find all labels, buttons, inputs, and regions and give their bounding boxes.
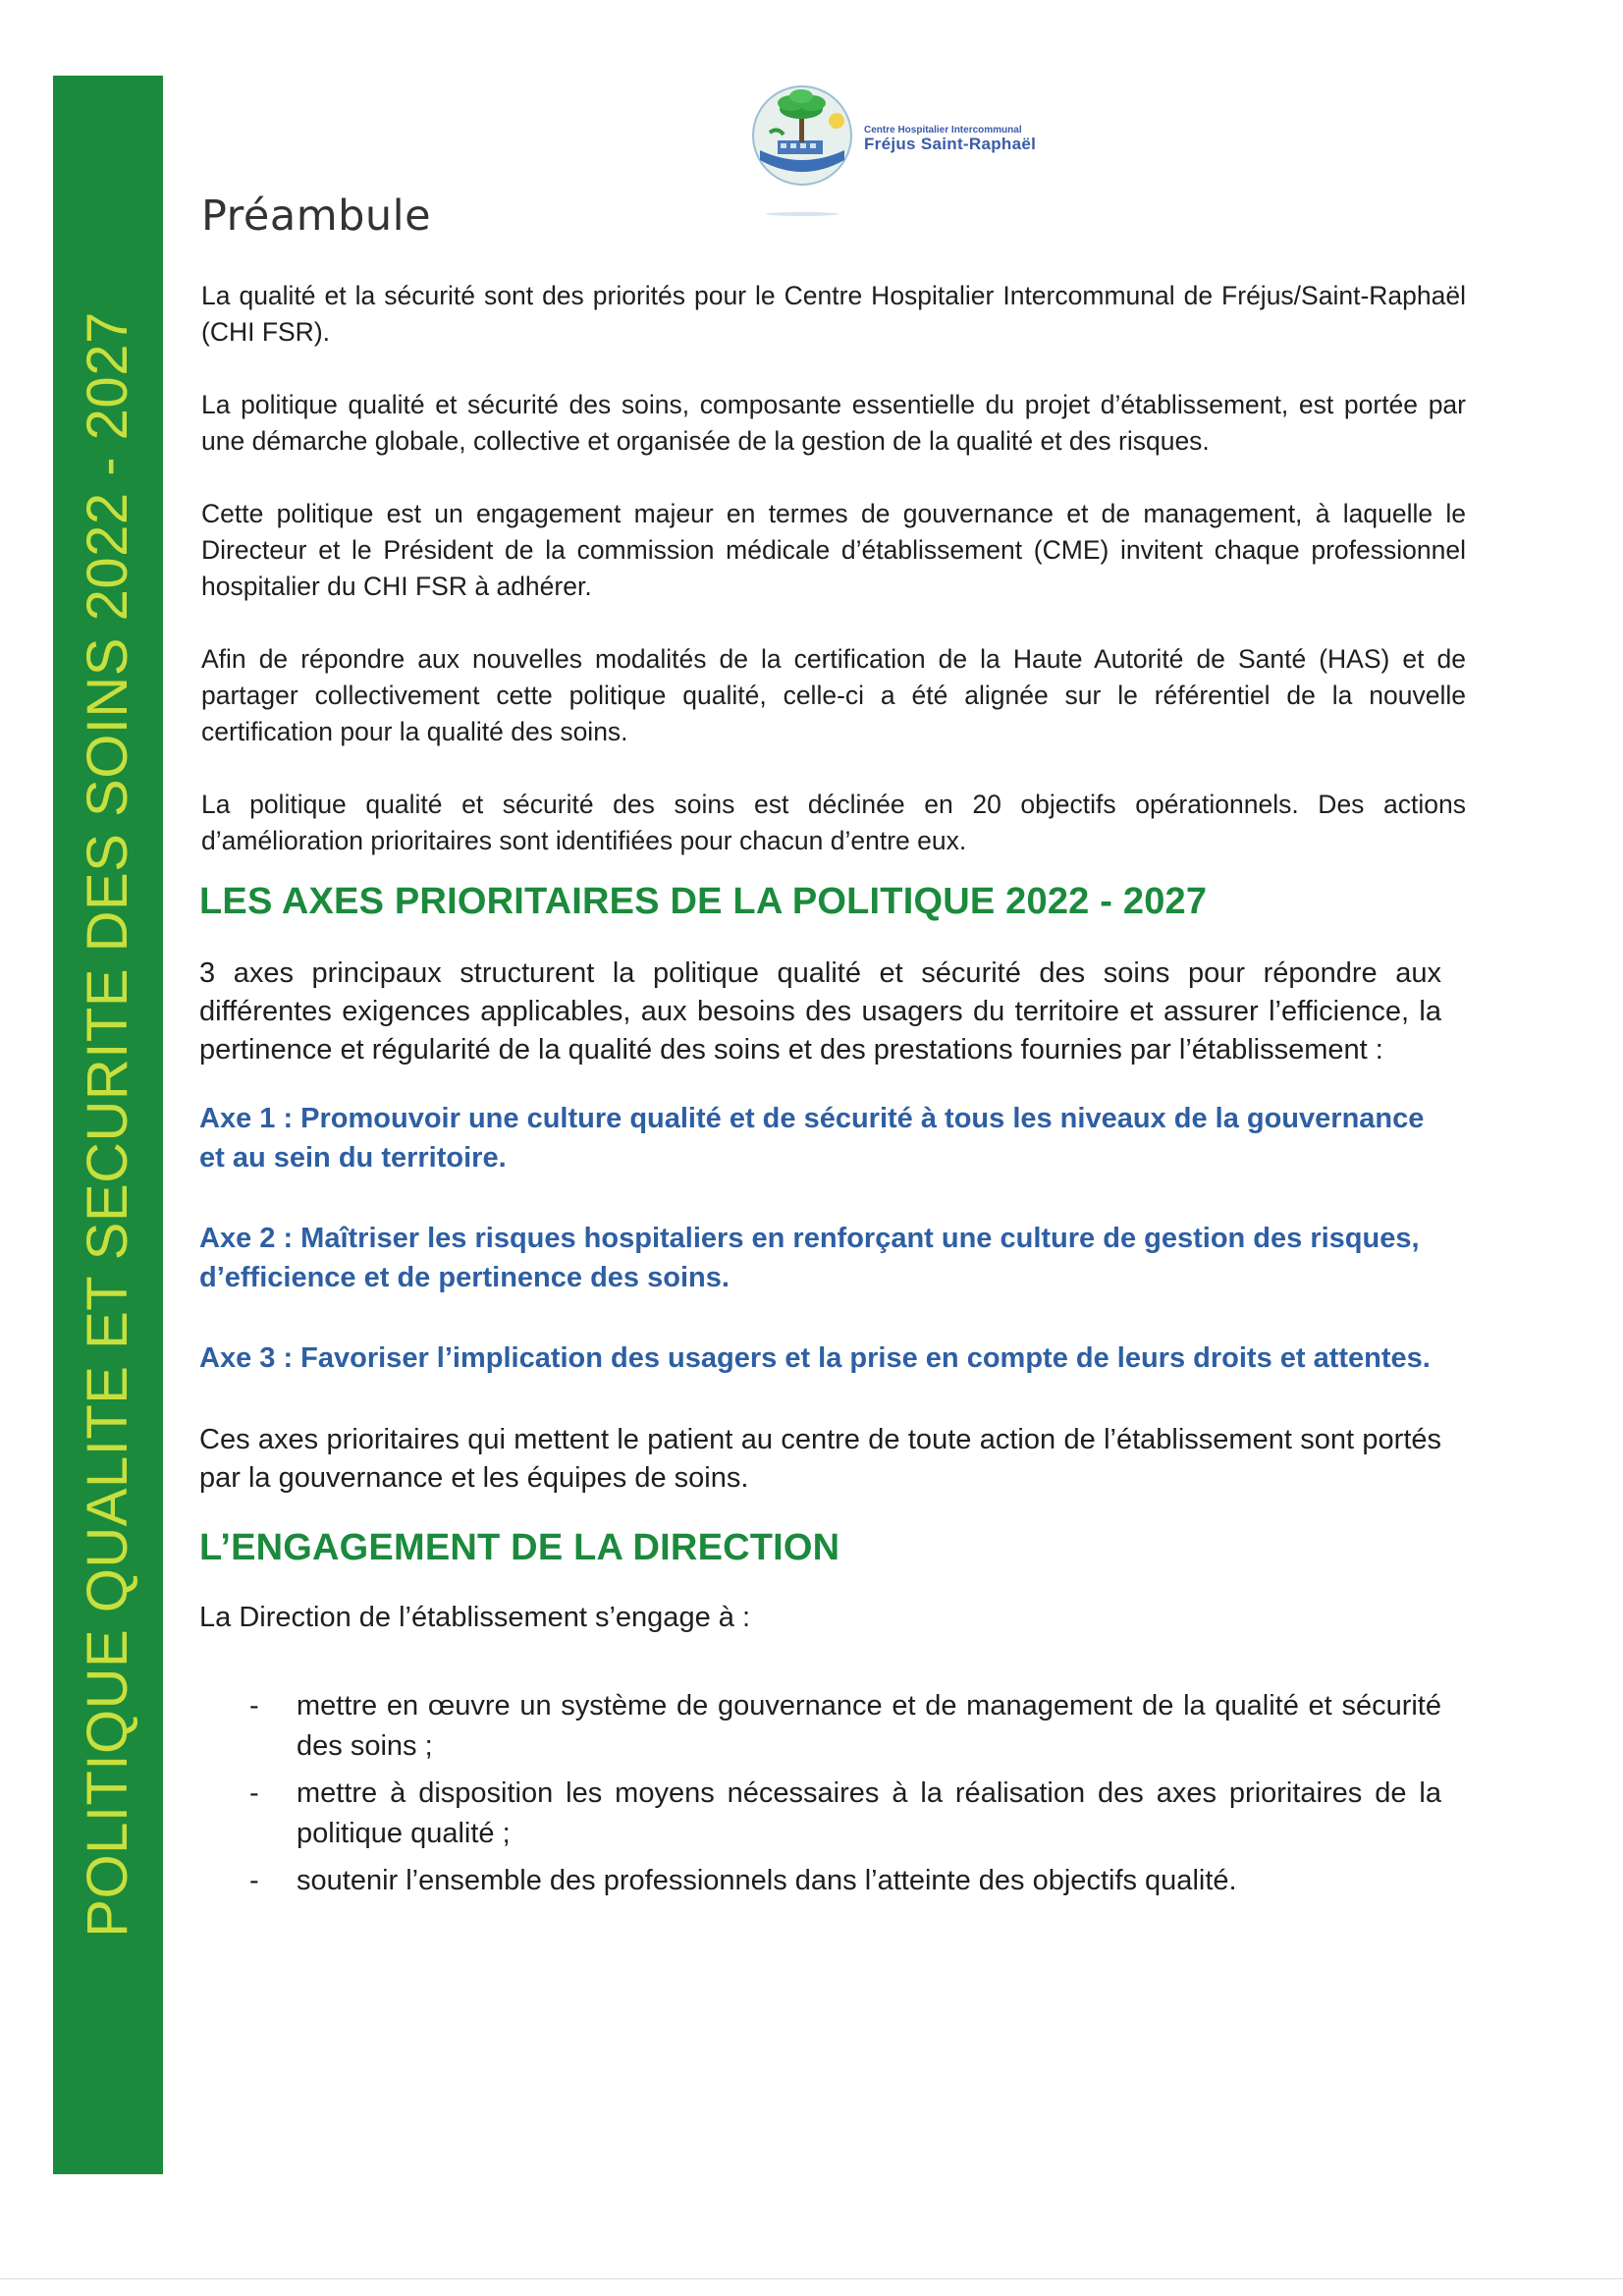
preambule-paragraph-1: La qualité et la sécurité sont des priorités pour le Centre Hospitalier Intercommunal de Fréjus/Saint-Raphaël (CHI FSR).: [201, 281, 1466, 347]
preambule-paragraph-5: La politique qualité et sécurité des soins est déclinée en 20 objectifs opérationnels. Des actions d’amélioration prioritaires sont identifiées pour chacun d’entre eux.: [201, 790, 1466, 855]
commitment-text: mettre à disposition les moyens nécessaires à la réalisation des axes prioritaires de la politique qualité ;: [297, 1777, 1441, 1849]
commitment-text: soutenir l’ensemble des professionnels dans l’atteinte des objectifs qualité.: [297, 1865, 1237, 1896]
axes-section-title: LES AXES PRIORITAIRES DE LA POLITIQUE 2022 - 2027: [199, 881, 1208, 922]
bullet-marker: -: [249, 1865, 259, 1896]
list-item: [199, 1686, 1441, 1767]
list-item: [199, 1774, 1441, 1854]
sidebar-band: [53, 76, 163, 2174]
direction-commitments-list: [199, 1686, 1441, 1901]
axis-2: Axe 2 : Maîtriser les risques hospitaliers en renforçant une culture de gestion des risques, d’efficience et de pertinence des soins.: [199, 1223, 1420, 1293]
scan-edge-line: [0, 2278, 1623, 2279]
list-item: [199, 1861, 1441, 1901]
hospital-name: [864, 125, 1036, 154]
direction-intro: La Direction de l’établissement s’engage à :: [199, 1602, 750, 1633]
commitment-text: mettre en œuvre un système de gouvernance et de management de la qualité et sécurité des soins ;: [297, 1690, 1441, 1762]
preambule-paragraph-4: Afin de répondre aux nouvelles modalités de la certification de la Haute Autorité de Santé (HAS) et de partager collectivement cette politique qualité, celle-ci a été alignée sur le référentiel de la nouvelle certification pour la qualité des soins.: [201, 644, 1466, 746]
hospital-name-line1: Centre Hospitalier Intercommunal: [864, 125, 1022, 136]
sidebar-title: POLITIQUE QUALITE ET SECURITE DES SOINS 2022 - 2027: [76, 311, 139, 1938]
preambule-paragraph-2: La politique qualité et sécurité des soins, composante essentielle du projet d’établissement, est portée par une démarche globale, collective et organisée de la gestion de la qualité et des risques.: [201, 390, 1466, 456]
hospital-name-line2: Fréjus Saint-Raphaël: [864, 135, 1037, 153]
axes-intro: 3 axes principaux structurent la politique qualité et sécurité des soins pour répondre aux différentes exigences applicables, aux besoins des usagers du territoire et assurer l’efficience, la pertinence et régularité de la qualité des soins et des prestations fournies par l’établissement :: [199, 957, 1441, 1066]
document-body: [199, 191, 1466, 1908]
preambule-paragraph-3: Cette politique est un engagement majeur en termes de gouvernance et de management, à laquelle le Directeur et le Président de la commission médicale d’établissement (CME) invitent chaque professionnel hospitalier du CHI FSR à adhérer.: [201, 499, 1466, 601]
bullet-marker: -: [249, 1777, 259, 1809]
axes-conclusion: Ces axes prioritaires qui mettent le patient au centre de toute action de l’établissement sont portés par la gouvernance et les équipes de soins.: [199, 1424, 1441, 1494]
axis-1: Axe 1 : Promouvoir une culture qualité et de sécurité à tous les niveaux de la gouvernance et au sein du territoire.: [199, 1103, 1425, 1174]
axis-3: Axe 3 : Favoriser l’implication des usagers et la prise en compte de leurs droits et attentes.: [199, 1342, 1431, 1374]
direction-section-title: L’ENGAGEMENT DE LA DIRECTION: [199, 1527, 840, 1568]
preambule-title: Préambule: [201, 191, 432, 241]
bullet-marker: -: [249, 1690, 259, 1722]
hospital-emblem-icon: [748, 82, 856, 190]
